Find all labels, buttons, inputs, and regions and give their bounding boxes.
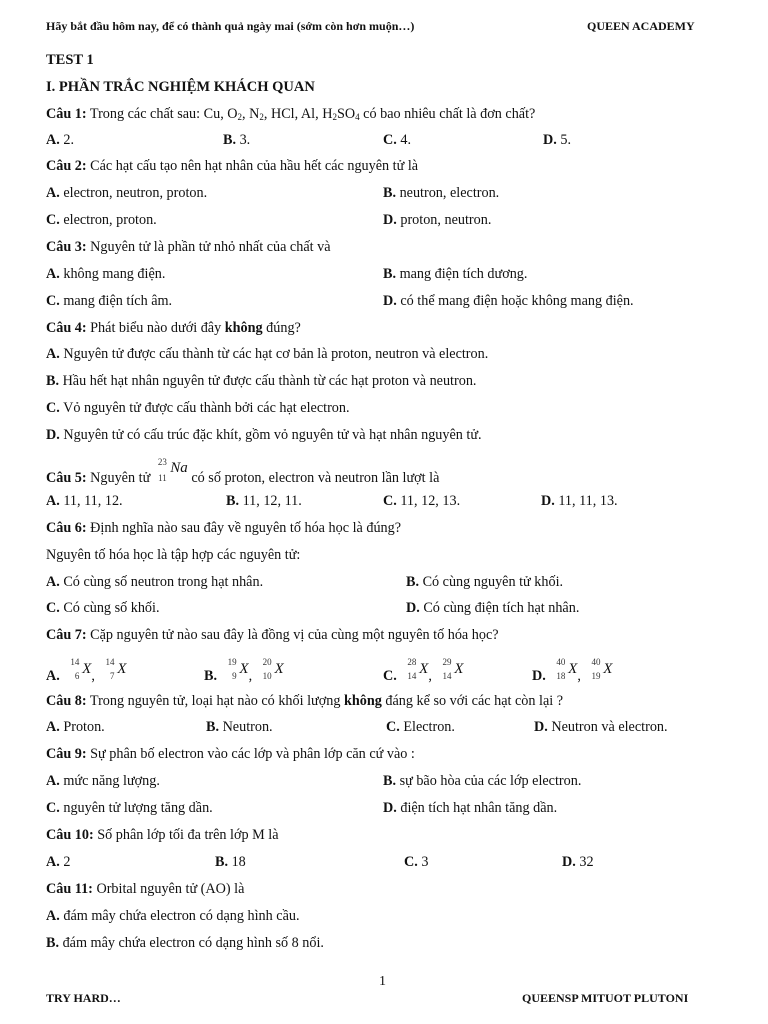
- question-5: Câu 5: Nguyên tử 23 11 Na có số proton, electron và neutron lần lượt là: [46, 457, 440, 486]
- option-d: D. điện tích hạt nhân tăng dần.: [383, 800, 558, 816]
- option-a: A. 11, 11, 12.: [46, 493, 123, 509]
- option-c: C. Electron.: [386, 719, 455, 735]
- option-a: A. Có cùng số neutron trong hạt nhân.: [46, 574, 264, 590]
- option-d: D. có thể mang điện hoặc không mang điện.: [383, 293, 634, 309]
- option-b: B. Có cùng nguyên tử khối.: [406, 574, 564, 590]
- isotope-notation: 40 19 X: [591, 657, 613, 681]
- footer-left: TRY HARD…: [46, 991, 121, 1005]
- isotope-notation: 28 14 X: [407, 657, 429, 681]
- isotope-notation: 40 18 X: [556, 657, 578, 681]
- option-c: C. 28 14 X , 29 14 X: [383, 657, 464, 684]
- option-a: A. không mang điện.: [46, 266, 166, 282]
- option-a: A. 2.: [46, 132, 74, 148]
- option-b: B. 3.: [223, 132, 251, 148]
- option-c: C. mang điện tích âm.: [46, 293, 173, 309]
- option-b: B. 11, 12, 11.: [226, 493, 302, 509]
- option-d: D. 5.: [543, 132, 571, 148]
- question-10: Câu 10: Số phân lớp tối đa trên lớp M là: [46, 827, 279, 843]
- question-2: Câu 2: Các hạt cấu tạo nên hạt nhân của hầu hết các nguyên tử là: [46, 158, 419, 174]
- isotope-notation: 14 7 X: [105, 657, 127, 681]
- option-d: D. proton, neutron.: [383, 212, 492, 228]
- question-9: Câu 9: Sự phân bố electron vào các lớp và phân lớp căn cứ vào :: [46, 746, 415, 762]
- option-b: B. Neutron.: [206, 719, 273, 735]
- option-a: A. electron, neutron, proton.: [46, 185, 208, 201]
- isotope-notation: 20 10 X: [262, 657, 284, 681]
- test-title: TEST 1: [46, 52, 94, 68]
- option-d: D. Có cùng điện tích hạt nhân.: [406, 600, 580, 616]
- option-d: D. Neutron và electron.: [534, 719, 668, 735]
- question-3: Câu 3: Nguyên tử là phần tử nhỏ nhất của chất và: [46, 239, 331, 255]
- isotope-notation: 14 6 X: [70, 657, 92, 681]
- question-6-stem: Nguyên tố hóa học là tập hợp các nguyên tử:: [46, 547, 301, 563]
- option-c: C. 4.: [383, 132, 411, 148]
- question-6: Câu 6: Định nghĩa nào sau đây về nguyên tố hóa học là đúng?: [46, 520, 402, 536]
- option-b: B. đám mây chứa electron có dạng hình số 8 nổi.: [46, 935, 324, 951]
- question-4: Câu 4: Phát biểu nào dưới đây không đúng?: [46, 320, 301, 336]
- footer-right: QUEENSP MITUOT PLUTONI: [522, 991, 689, 1005]
- section-title: I. PHẦN TRẮC NGHIỆM KHÁCH QUAN: [46, 79, 315, 95]
- option-d: D. 11, 11, 13.: [541, 493, 618, 509]
- sodium-isotope-notation: 23 11 Na: [157, 457, 188, 483]
- option-a: A. 14 6 X , 14 7 X: [46, 657, 127, 684]
- option-b: B. neutron, electron.: [383, 185, 500, 201]
- question-1: Câu 1: Trong các chất sau: Cu, $O_2$, $N_2$, HCl, Al, $H_2SO_4$ có bao nhiêu chất là đơn chất?: [46, 106, 536, 122]
- option-c: C. electron, proton.: [46, 212, 157, 228]
- isotope-notation: 29 14 X: [442, 657, 464, 681]
- option-b: B. sự bão hòa của các lớp electron.: [383, 773, 582, 789]
- option-c: C. nguyên tử lượng tăng dần.: [46, 800, 213, 816]
- option-d: D. 40 18 X , 40 19 X: [532, 657, 613, 684]
- option-a: A. Nguyên tử được cấu thành từ các hạt cơ bản là proton, neutron và electron.: [46, 346, 489, 362]
- option-c: C. Vỏ nguyên tử được cấu thành bởi các hạt electron.: [46, 400, 350, 416]
- header-brand: QUEEN ACADEMY: [587, 19, 695, 33]
- page-number: 1: [379, 974, 386, 989]
- option-b: B. mang điện tích dương.: [383, 266, 528, 282]
- option-d: D. Nguyên tử có cấu trúc đặc khít, gồm vỏ nguyên tử và hạt nhân nguyên tử.: [46, 427, 482, 443]
- option-a: A. 2: [46, 854, 71, 870]
- option-b: B. Hầu hết hạt nhân nguyên tử được cấu thành từ các hạt proton và neutron.: [46, 373, 477, 389]
- option-d: D. 32: [562, 854, 594, 870]
- option-a: A. đám mây chứa electron có dạng hình cầu.: [46, 908, 300, 924]
- question-7: Câu 7: Cặp nguyên tử nào sau đây là đồng vị của cùng một nguyên tố hóa học?: [46, 627, 499, 643]
- option-c: C. Có cùng số khối.: [46, 600, 160, 616]
- question-8: Câu 8: Trong nguyên tử, loại hạt nào có khối lượng không đáng kể so với các hạt còn lại ?: [46, 693, 564, 709]
- option-c: C. 3: [404, 854, 429, 870]
- question-label: Câu 1:: [46, 106, 87, 122]
- option-b: B. 19 9 X , 20 10 X: [204, 657, 284, 684]
- header-motto: Hãy bắt đầu hôm nay, để có thành quả ngày mai (sớm còn hơn muộn…): [46, 19, 415, 33]
- isotope-notation: 19 9 X: [227, 657, 249, 681]
- option-b: B. 18: [215, 854, 246, 870]
- question-11: Câu 11: Orbital nguyên tử (AO) là: [46, 881, 245, 897]
- option-a: A. mức năng lượng.: [46, 773, 160, 789]
- option-c: C. 11, 12, 13.: [383, 493, 461, 509]
- option-a: A. Proton.: [46, 719, 105, 735]
